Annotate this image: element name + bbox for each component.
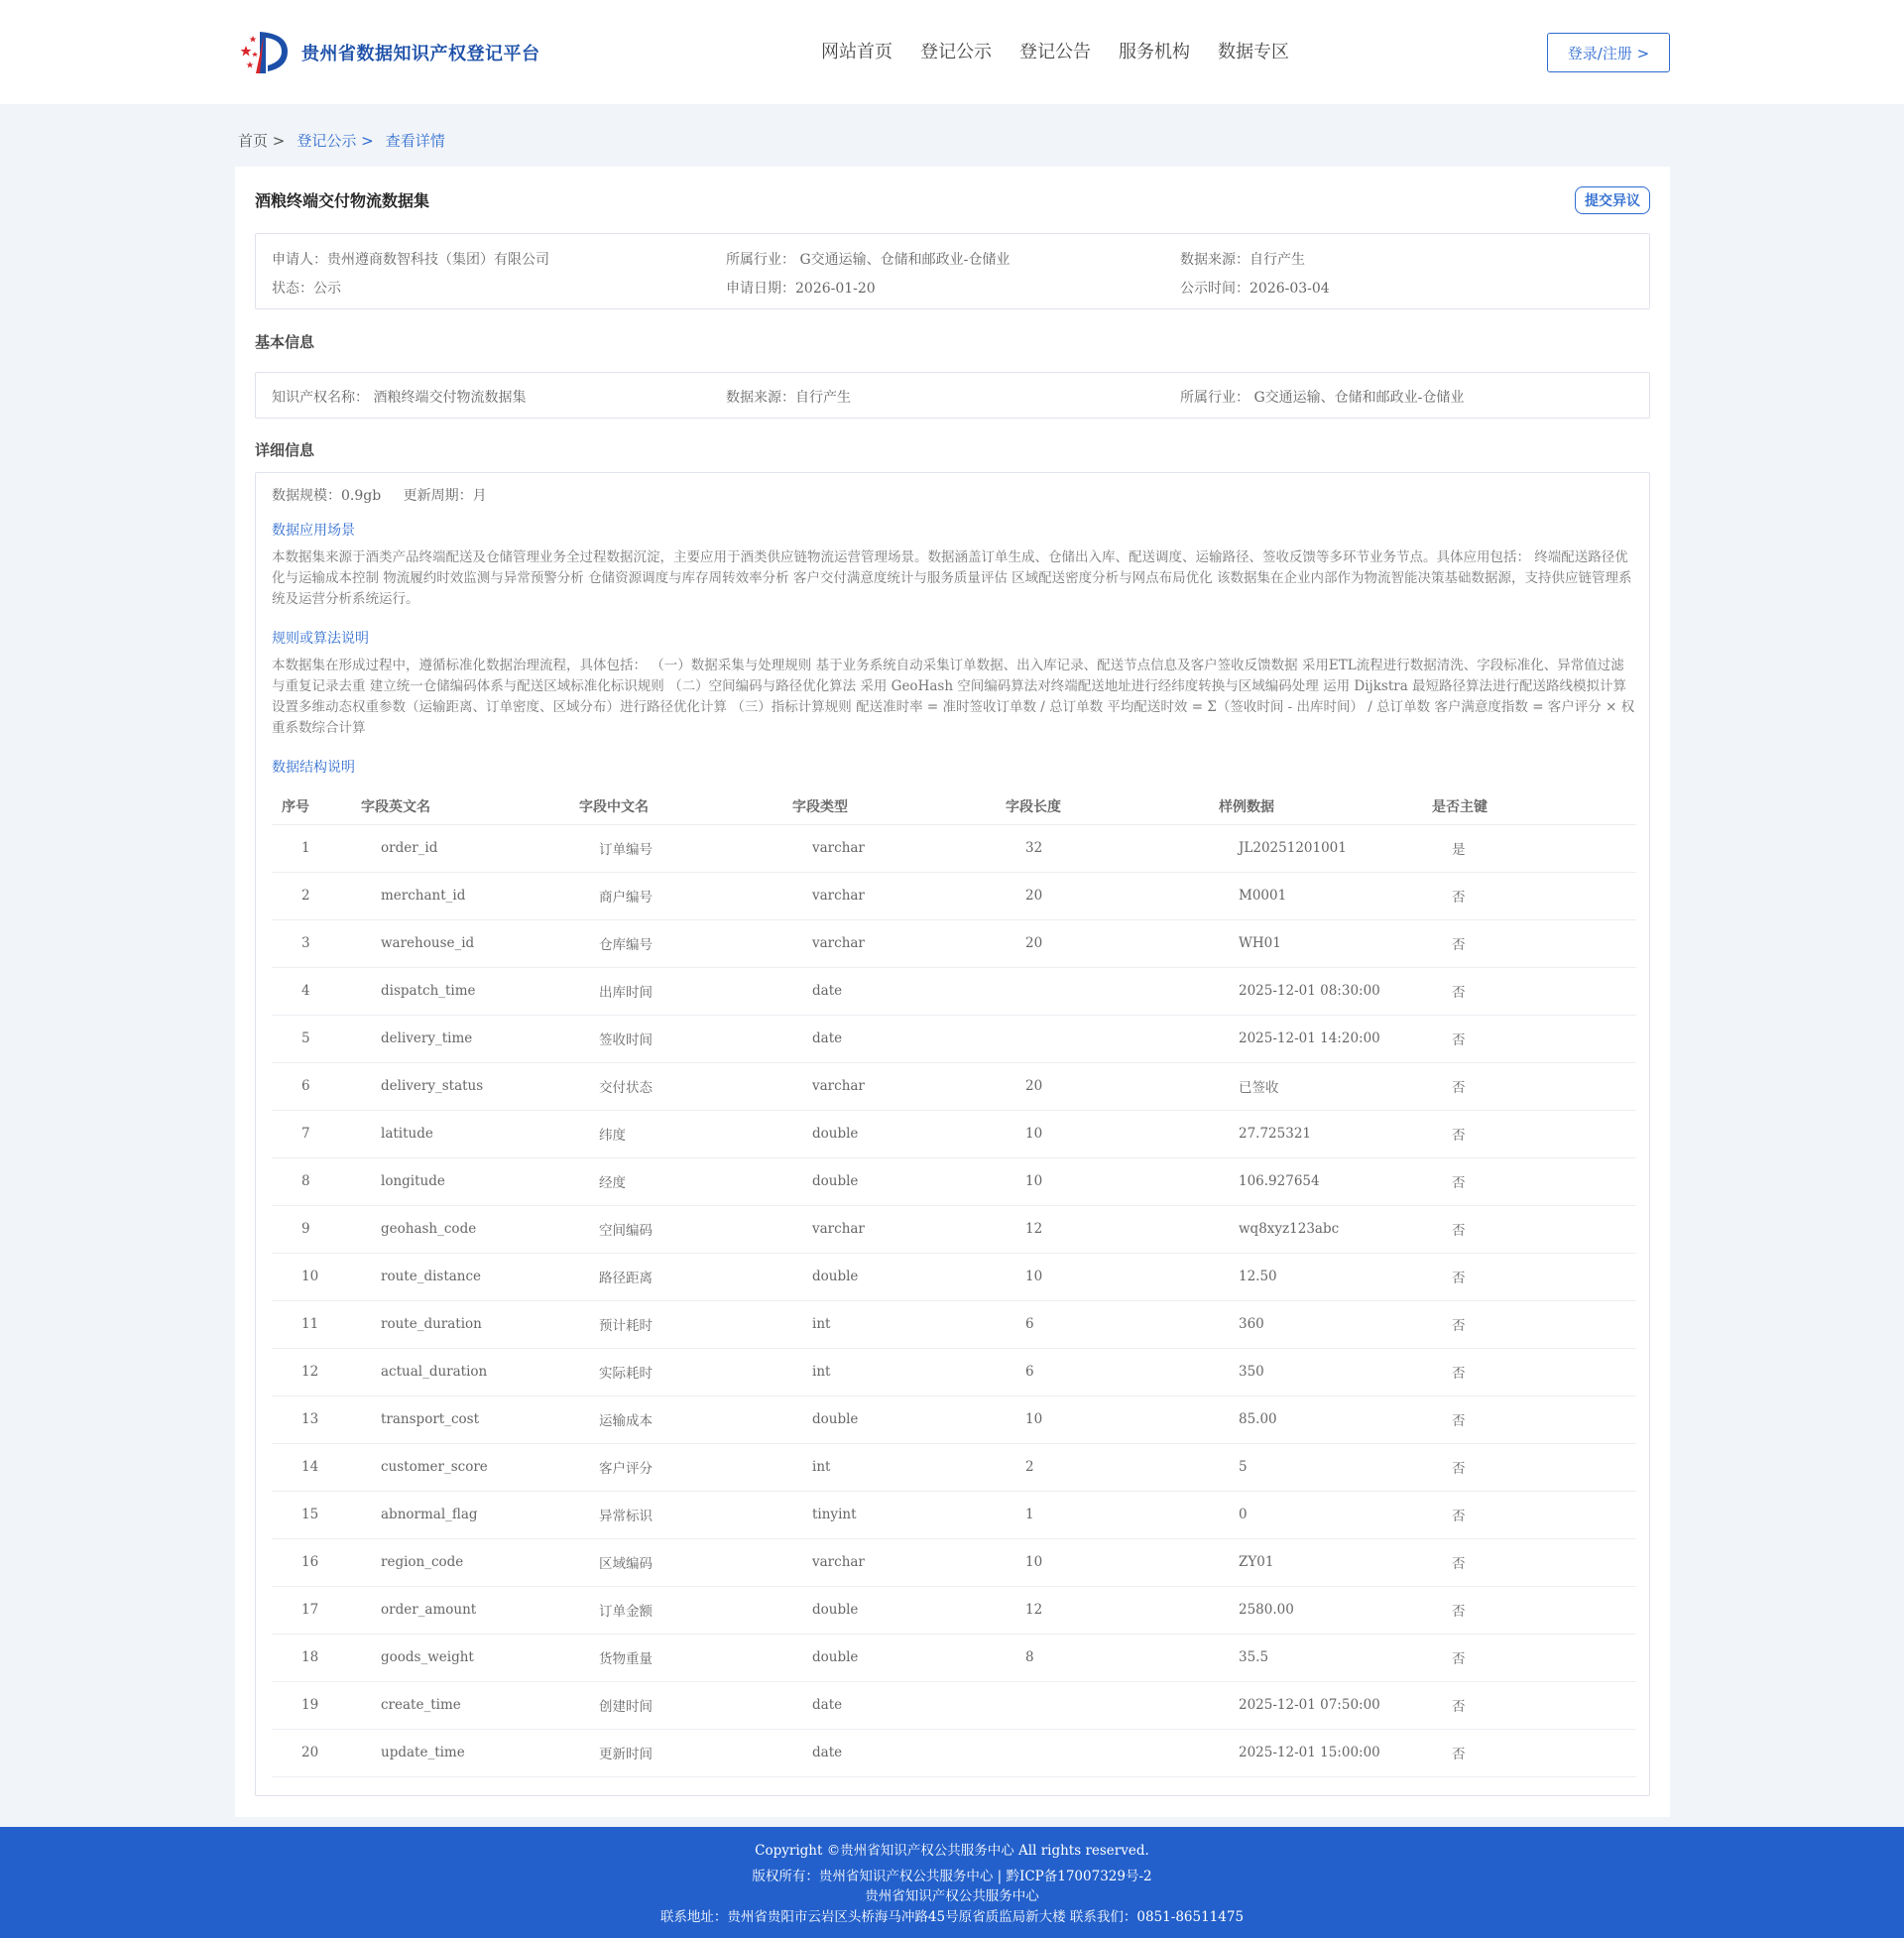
cell-index: 12	[272, 1348, 351, 1395]
ip-name-text: 知识产权名称： 酒粮终端交付物流数据集	[272, 390, 527, 406]
cell-length: 12	[996, 1205, 1209, 1253]
table-row	[272, 967, 1636, 1015]
cell-sample: 2025-12-01 14:20:00	[1209, 1015, 1422, 1062]
footer-org: 贵州省知识产权公共服务中心	[865, 1888, 1039, 1904]
update-cycle-text: 更新周期：月	[403, 488, 487, 504]
data-scale-text: 数据规模：0.9gb	[272, 488, 382, 504]
col-header-type: 字段类型	[782, 788, 996, 824]
table-row	[272, 824, 1636, 872]
basic-info-panel	[255, 372, 1650, 419]
table-row	[272, 1395, 1636, 1443]
cell-primary-key: 否	[1422, 1300, 1636, 1348]
cell-field-cn: 出库时间	[569, 967, 782, 1015]
site-logo[interactable]	[238, 28, 540, 77]
cell-sample: ZY01	[1209, 1538, 1422, 1586]
basic-info-heading: 基本信息	[255, 333, 315, 351]
cell-field-en: transport_cost	[351, 1395, 569, 1443]
cell-index: 3	[272, 919, 351, 967]
cell-type: varchar	[782, 824, 996, 872]
cell-type: date	[782, 967, 996, 1015]
cell-type: int	[782, 1300, 996, 1348]
cell-length: 10	[996, 1395, 1209, 1443]
nav-registration-announcement[interactable]: 登记公告	[1019, 42, 1091, 62]
cell-field-cn: 实际耗时	[569, 1348, 782, 1395]
detail-card	[235, 167, 1670, 1817]
cell-field-en: route_distance	[351, 1253, 569, 1300]
col-header-field-cn: 字段中文名	[569, 788, 782, 824]
cell-field-cn: 订单金额	[569, 1586, 782, 1634]
breadcrumb	[238, 130, 457, 151]
status-text: 状态：公示	[272, 281, 341, 297]
cell-length: 10	[996, 1110, 1209, 1157]
cell-index: 15	[272, 1491, 351, 1538]
table-row	[272, 1157, 1636, 1205]
cell-field-en: merchant_id	[351, 872, 569, 919]
table-row	[272, 1253, 1636, 1300]
nav-data-zone[interactable]: 数据专区	[1218, 42, 1289, 62]
col-header-length: 字段长度	[996, 788, 1209, 824]
cell-length: 8	[996, 1634, 1209, 1681]
cell-field-en: abnormal_flag	[351, 1491, 569, 1538]
cell-index: 9	[272, 1205, 351, 1253]
cell-type: date	[782, 1729, 996, 1776]
cell-sample: 2025-12-01 08:30:00	[1209, 967, 1422, 1015]
cell-field-en: warehouse_id	[351, 919, 569, 967]
cell-field-en: order_amount	[351, 1586, 569, 1634]
cell-type: varchar	[782, 1205, 996, 1253]
cell-type: double	[782, 1634, 996, 1681]
cell-primary-key: 否	[1422, 1015, 1636, 1062]
footer-contact: 联系地址：贵州省贵阳市云岩区头桥海马冲路45号原省质监局新大楼 联系我们：0851-86511475	[659, 1909, 1245, 1925]
cell-field-cn: 纬度	[569, 1110, 782, 1157]
cell-sample: 2025-12-01 07:50:00	[1209, 1681, 1422, 1729]
cell-sample: 0	[1209, 1491, 1422, 1538]
table-row	[272, 1205, 1636, 1253]
cell-length: 6	[996, 1300, 1209, 1348]
cell-primary-key: 否	[1422, 1729, 1636, 1776]
cell-sample: 5	[1209, 1443, 1422, 1491]
cell-field-en: region_code	[351, 1538, 569, 1586]
cell-primary-key: 否	[1422, 1681, 1636, 1729]
cell-index: 13	[272, 1395, 351, 1443]
table-row	[272, 872, 1636, 919]
main-nav	[821, 38, 1317, 63]
rules-heading: 规则或算法说明	[272, 631, 369, 647]
table-row	[272, 1491, 1636, 1538]
cell-sample: 12.50	[1209, 1253, 1422, 1300]
publish-date-text: 公示时间：2026-03-04	[1180, 281, 1330, 297]
cell-index: 20	[272, 1729, 351, 1776]
cell-length	[996, 1681, 1209, 1729]
basic-industry-text: 所属行业： G交通运输、仓储和邮政业-仓储业	[1180, 390, 1465, 406]
cell-type: varchar	[782, 1062, 996, 1110]
footer-rights: 版权所有：贵州省知识产权公共服务中心 | 黔ICP备17007329号-2	[752, 1869, 1152, 1884]
cell-field-en: goods_weight	[351, 1634, 569, 1681]
cell-primary-key: 否	[1422, 1062, 1636, 1110]
cell-type: date	[782, 1015, 996, 1062]
cell-index: 14	[272, 1443, 351, 1491]
cell-field-cn: 客户评分	[569, 1443, 782, 1491]
cell-type: varchar	[782, 919, 996, 967]
cell-index: 6	[272, 1062, 351, 1110]
basic-source-text: 数据来源：自行产生	[726, 390, 851, 406]
cell-length: 20	[996, 919, 1209, 967]
cell-primary-key: 是	[1422, 824, 1636, 872]
data-source-text: 数据来源：自行产生	[1180, 252, 1305, 268]
cell-field-cn: 仓库编号	[569, 919, 782, 967]
detail-info-panel	[255, 472, 1650, 1796]
cell-length: 10	[996, 1157, 1209, 1205]
cell-primary-key: 否	[1422, 1157, 1636, 1205]
cell-type: double	[782, 1586, 996, 1634]
login-register-button[interactable]: 登录/注册 >	[1547, 33, 1670, 72]
cell-length	[996, 1729, 1209, 1776]
cell-index: 10	[272, 1253, 351, 1300]
detail-info-heading: 详细信息	[255, 441, 315, 459]
structure-heading: 数据结构说明	[272, 760, 355, 776]
cell-field-cn: 区域编码	[569, 1538, 782, 1586]
table-row	[272, 1586, 1636, 1634]
applicant-text: 申请人：贵州遵商数智科技（集团）有限公司	[272, 252, 549, 268]
cell-type: double	[782, 1253, 996, 1300]
cell-index: 8	[272, 1157, 351, 1205]
cell-field-en: geohash_code	[351, 1205, 569, 1253]
apply-date-text: 申请日期：2026-01-20	[726, 281, 876, 297]
cell-field-cn: 货物重量	[569, 1634, 782, 1681]
cell-sample: JL20251201001	[1209, 824, 1422, 872]
cell-length: 10	[996, 1538, 1209, 1586]
cell-length: 12	[996, 1586, 1209, 1634]
table-row	[272, 1300, 1636, 1348]
cell-type: varchar	[782, 1538, 996, 1586]
nav-home[interactable]: 网站首页	[821, 42, 892, 62]
table-row	[272, 1110, 1636, 1157]
cell-field-en: dispatch_time	[351, 967, 569, 1015]
industry-text: 所属行业： G交通运输、仓储和邮政业-仓储业	[726, 252, 1011, 268]
col-header-sample: 样例数据	[1209, 788, 1422, 824]
cell-field-cn: 交付状态	[569, 1062, 782, 1110]
cell-length	[996, 1015, 1209, 1062]
cell-type: int	[782, 1443, 996, 1491]
cell-field-en: longitude	[351, 1157, 569, 1205]
cell-type: varchar	[782, 872, 996, 919]
cell-field-en: delivery_status	[351, 1062, 569, 1110]
cell-field-cn: 订单编号	[569, 824, 782, 872]
cell-field-en: update_time	[351, 1729, 569, 1776]
cell-length: 2	[996, 1443, 1209, 1491]
cell-field-en: customer_score	[351, 1443, 569, 1491]
cell-index: 2	[272, 872, 351, 919]
cell-index: 11	[272, 1300, 351, 1348]
col-header-primary-key: 是否主键	[1422, 788, 1636, 824]
field-structure-table	[272, 788, 1636, 1777]
cell-field-cn: 经度	[569, 1157, 782, 1205]
cell-primary-key: 否	[1422, 1634, 1636, 1681]
cell-index: 19	[272, 1681, 351, 1729]
site-header	[0, 0, 1904, 104]
cell-field-en: latitude	[351, 1110, 569, 1157]
cell-field-cn: 运输成本	[569, 1395, 782, 1443]
cell-length: 20	[996, 872, 1209, 919]
cell-index: 17	[272, 1586, 351, 1634]
cell-primary-key: 否	[1422, 1348, 1636, 1395]
cell-length: 1	[996, 1491, 1209, 1538]
submit-objection-button[interactable]: 提交异议	[1575, 186, 1650, 214]
cell-index: 7	[272, 1110, 351, 1157]
cell-field-en: route_duration	[351, 1300, 569, 1348]
cell-field-cn: 商户编号	[569, 872, 782, 919]
site-title: 贵州省数据知识产权登记平台	[301, 44, 540, 64]
cell-field-en: delivery_time	[351, 1015, 569, 1062]
col-header-index: 序号	[272, 788, 351, 824]
table-row	[272, 1015, 1636, 1062]
cell-field-cn: 预计耗时	[569, 1300, 782, 1348]
table-header-row	[272, 788, 1636, 824]
cell-sample: 85.00	[1209, 1395, 1422, 1443]
cell-type: int	[782, 1348, 996, 1395]
cell-sample: 350	[1209, 1348, 1422, 1395]
cell-field-cn: 签收时间	[569, 1015, 782, 1062]
cell-index: 18	[272, 1634, 351, 1681]
cell-sample: 已签收	[1209, 1062, 1422, 1110]
cell-index: 4	[272, 967, 351, 1015]
cell-sample: 27.725321	[1209, 1110, 1422, 1157]
table-row	[272, 1538, 1636, 1586]
scale-line	[272, 485, 505, 505]
cell-type: double	[782, 1110, 996, 1157]
nav-registration-publicity[interactable]: 登记公示	[920, 42, 992, 62]
cell-field-en: actual_duration	[351, 1348, 569, 1395]
scenario-heading: 数据应用场景	[272, 523, 355, 539]
cell-primary-key: 否	[1422, 1586, 1636, 1634]
cell-field-en: order_id	[351, 824, 569, 872]
cell-primary-key: 否	[1422, 1110, 1636, 1157]
cell-length: 6	[996, 1348, 1209, 1395]
summary-panel	[255, 233, 1650, 309]
cell-primary-key: 否	[1422, 1538, 1636, 1586]
cell-sample: 35.5	[1209, 1634, 1422, 1681]
cell-primary-key: 否	[1422, 1443, 1636, 1491]
cell-primary-key: 否	[1422, 1395, 1636, 1443]
breadcrumb-publicity[interactable]: 登记公示 >	[297, 132, 374, 150]
cell-index: 5	[272, 1015, 351, 1062]
cell-primary-key: 否	[1422, 919, 1636, 967]
footer-copyright: Copyright ©贵州省知识产权公共服务中心 All rights reserved.	[755, 1843, 1149, 1859]
table-row	[272, 1443, 1636, 1491]
cell-type: double	[782, 1157, 996, 1205]
table-row	[272, 1729, 1636, 1776]
col-header-field-en: 字段英文名	[351, 788, 569, 824]
cell-primary-key: 否	[1422, 1491, 1636, 1538]
cell-length	[996, 967, 1209, 1015]
cell-primary-key: 否	[1422, 1205, 1636, 1253]
cell-primary-key: 否	[1422, 1253, 1636, 1300]
cell-index: 1	[272, 824, 351, 872]
cell-length: 10	[996, 1253, 1209, 1300]
table-row	[272, 919, 1636, 967]
cell-length: 32	[996, 824, 1209, 872]
cell-length: 20	[996, 1062, 1209, 1110]
cell-field-cn: 路径距离	[569, 1253, 782, 1300]
cell-type: date	[782, 1681, 996, 1729]
cell-sample: 360	[1209, 1300, 1422, 1348]
cell-index: 16	[272, 1538, 351, 1586]
cell-field-cn: 更新时间	[569, 1729, 782, 1776]
cell-type: tinyint	[782, 1491, 996, 1538]
scenario-text: 本数据集来源于酒类产品终端配送及仓储管理业务全过程数据沉淀，主要应用于酒类供应链物流运营管理场景。数据涵盖订单生成、仓储出入库、配送调度、运输路径、签收反馈等多环节业务节点。具体应用包括： 终端配送路径优化与运输成本控制 物流履约时效监测与异常预警分析 仓储资源调度与库存周转效率分析 客户交付满意度统计与服务质量评估 区域配送密度分析与网点布局优化 该数据集在企业内部作为物流智能决策基础数据源，支持供应链管理系统及运营分析系统运行。	[272, 549, 1632, 607]
table-row	[272, 1681, 1636, 1729]
cell-sample: 106.927654	[1209, 1157, 1422, 1205]
nav-service-agencies[interactable]: 服务机构	[1119, 42, 1190, 62]
breadcrumb-current: 查看详情	[385, 132, 445, 150]
cell-sample: 2580.00	[1209, 1586, 1422, 1634]
cell-field-cn: 创建时间	[569, 1681, 782, 1729]
cell-field-cn: 空间编码	[569, 1205, 782, 1253]
cell-sample: wq8xyz123abc	[1209, 1205, 1422, 1253]
table-row	[272, 1062, 1636, 1110]
cell-primary-key: 否	[1422, 872, 1636, 919]
rules-text: 本数据集在形成过程中，遵循标准化数据治理流程，具体包括： （一）数据采集与处理规则 基于业务系统自动采集订单数据、出入库记录、配送节点信息及客户签收反馈数据 采用ETL流程进行数据清洗、字段标准化、异常值过滤与重复记录去重 建立统一仓储编码体系与配送区域标准化标识规则 （二）空间编码与路径优化算法 采用 GeoHash 空间编码算法对终端配送地址进行经纬度转换与区域编码处理 运用 Dijkstra 最短路径算法进行配送路线模拟计算 设置多维动态权重参数（运输距离、订单密度、区域分布）进行路径优化计算 （三）指标计算规则 配送准时率 = 准时签收订单数 / 总订单数 平均配送时效 = Σ（签收时间 - 出库时间） / 总订单数 客户满意度指数 = 客户评分 × 权重系数综合计算	[272, 658, 1635, 736]
site-footer	[0, 1827, 1904, 1938]
cell-sample: M0001	[1209, 872, 1422, 919]
cell-sample: 2025-12-01 15:00:00	[1209, 1729, 1422, 1776]
page-title: 酒粮终端交付物流数据集	[255, 191, 430, 210]
cell-sample: WH01	[1209, 919, 1422, 967]
cell-field-cn: 异常标识	[569, 1491, 782, 1538]
logo-icon	[238, 28, 296, 77]
table-row	[272, 1348, 1636, 1395]
cell-primary-key: 否	[1422, 967, 1636, 1015]
breadcrumb-home[interactable]: 首页 >	[238, 132, 286, 150]
table-row	[272, 1634, 1636, 1681]
cell-field-en: create_time	[351, 1681, 569, 1729]
cell-type: double	[782, 1395, 996, 1443]
